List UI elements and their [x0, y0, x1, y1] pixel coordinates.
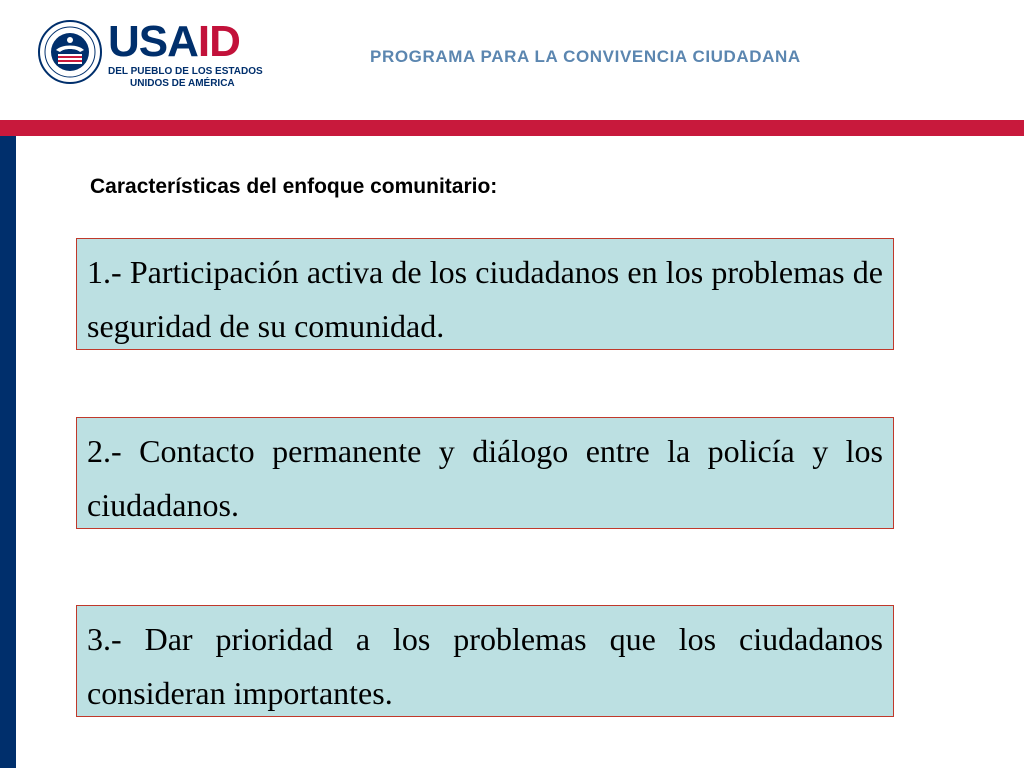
header-red-bar: [0, 120, 1024, 136]
brand-pre: USA: [108, 17, 198, 66]
left-navy-bar: [0, 136, 16, 768]
usaid-tagline: [108, 66, 263, 90]
tagline-line1: DEL PUEBLO DE LOS ESTADOS: [108, 66, 263, 77]
characteristic-box-1: [76, 238, 894, 350]
characteristic-text-2: 2.- Contacto permanente y diálogo entre la policía y los ciudadanos.: [87, 433, 883, 523]
brand-post: ID: [197, 17, 240, 66]
characteristic-text-1: 1.- Participación activa de los ciudadanos en los problemas de seguridad de su comunidad.: [87, 254, 883, 344]
characteristic-text-3: 3.- Dar prioridad a los problemas que los ciudadanos consideran importantes.: [87, 621, 883, 711]
usaid-wordmark: [108, 17, 263, 66]
slide-heading: Características del enfoque comunitario:: [90, 175, 498, 198]
slide-header: [0, 0, 1024, 120]
usaid-seal-icon: [38, 20, 102, 84]
program-title: PROGRAMA PARA LA CONVIVENCIA CIUDADANA: [370, 47, 801, 66]
usaid-logo: [108, 17, 263, 90]
tagline-line2: UNIDOS DE AMÉRICA: [130, 78, 235, 89]
characteristic-box-3: [76, 605, 894, 717]
characteristic-box-2: [76, 417, 894, 529]
